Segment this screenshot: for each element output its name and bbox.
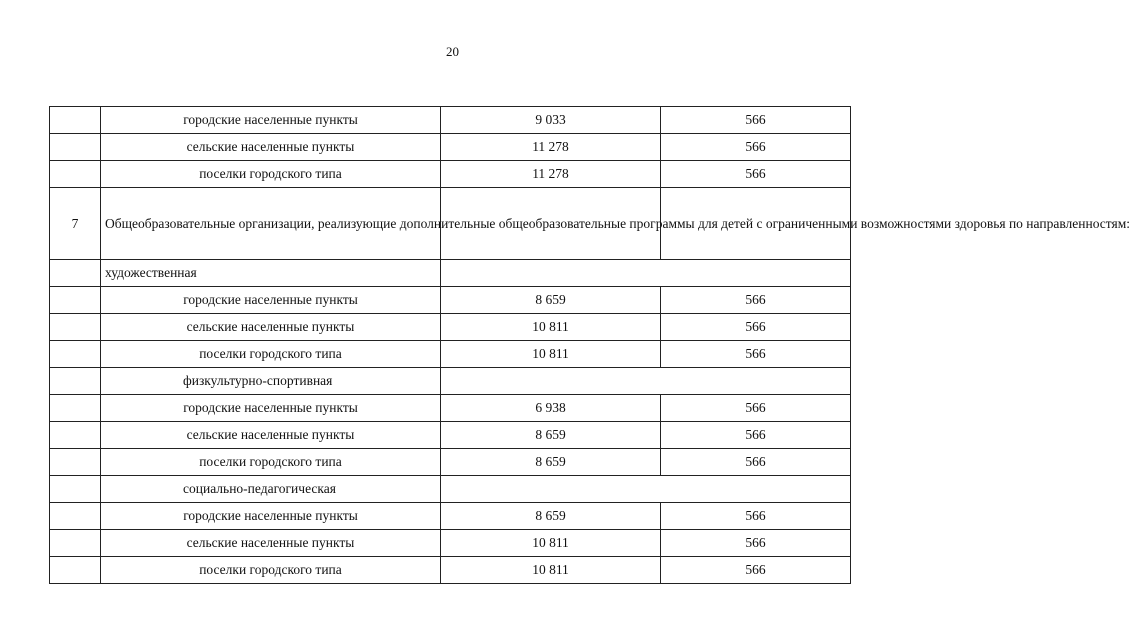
page-number: 20 — [446, 44, 459, 59]
locality-cell: поселки городского типа — [101, 557, 441, 584]
category-row — [50, 476, 851, 503]
table-row — [50, 134, 851, 161]
table-row — [50, 314, 851, 341]
row-number-cell — [50, 395, 101, 422]
category-empty-cell — [441, 260, 851, 287]
value-cell: 11 278 — [441, 161, 661, 188]
row-number-cell — [50, 260, 101, 287]
value-cell: 566 — [661, 134, 851, 161]
value-cell: 8 659 — [441, 422, 661, 449]
locality-cell: городские населенные пункты — [101, 107, 441, 134]
value-cell: 566 — [661, 341, 851, 368]
category-row — [50, 260, 851, 287]
value-cell: 8 659 — [441, 503, 661, 530]
locality-cell: поселки городского типа — [101, 161, 441, 188]
value-cell: 9 033 — [441, 107, 661, 134]
tariff-table — [49, 106, 1130, 584]
category-row — [50, 368, 851, 395]
table-row — [50, 287, 851, 314]
value-cell: 8 659 — [441, 449, 661, 476]
row-number-cell — [50, 530, 101, 557]
section-description: Общеобразовательные организации, реализующие дополнительные общеобразовательные программы для детей с ограниченными возможностями здоровья по направленностям: — [101, 188, 441, 260]
value-cell: 10 811 — [441, 530, 661, 557]
row-number-cell — [50, 161, 101, 188]
row-number-cell — [50, 503, 101, 530]
value-cell: 566 — [661, 314, 851, 341]
category-name: физкультурно-спортивная — [101, 368, 441, 395]
row-number-cell: 7 — [50, 188, 101, 260]
row-number-cell — [50, 341, 101, 368]
locality-cell: поселки городского типа — [101, 449, 441, 476]
value-cell: 566 — [661, 395, 851, 422]
value-cell: 566 — [661, 530, 851, 557]
table-row — [50, 530, 851, 557]
locality-cell: сельские населенные пункты — [101, 314, 441, 341]
row-number-cell — [50, 314, 101, 341]
row-number-cell — [50, 557, 101, 584]
table-row — [50, 449, 851, 476]
value-cell: 566 — [661, 422, 851, 449]
value-cell: 10 811 — [441, 557, 661, 584]
row-number-cell — [50, 449, 101, 476]
table-row — [50, 422, 851, 449]
value-cell: 6 938 — [441, 395, 661, 422]
value-cell: 8 659 — [441, 287, 661, 314]
row-number-cell — [50, 422, 101, 449]
category-empty-cell — [441, 368, 851, 395]
locality-cell: сельские населенные пункты — [101, 422, 441, 449]
locality-cell: поселки городского типа — [101, 341, 441, 368]
value-cell: 10 811 — [441, 314, 661, 341]
row-number-cell — [50, 134, 101, 161]
row-number-cell — [50, 368, 101, 395]
category-name: социально-педагогическая — [101, 476, 441, 503]
value-cell: 11 278 — [441, 134, 661, 161]
locality-cell: городские населенные пункты — [101, 503, 441, 530]
table-row — [50, 395, 851, 422]
value-cell: 566 — [661, 161, 851, 188]
locality-cell: сельские населенные пункты — [101, 134, 441, 161]
value-cell: 566 — [661, 107, 851, 134]
table-row — [50, 557, 851, 584]
row-number-cell — [50, 287, 101, 314]
value-cell: 566 — [661, 287, 851, 314]
table-row — [50, 107, 851, 134]
category-empty-cell — [441, 476, 851, 503]
category-name: художественная — [101, 260, 441, 287]
row-number-cell — [50, 107, 101, 134]
row-number-cell — [50, 476, 101, 503]
table-row — [50, 341, 851, 368]
table-row — [50, 503, 851, 530]
table-row — [50, 161, 851, 188]
locality-cell: городские населенные пункты — [101, 395, 441, 422]
value-cell: 566 — [661, 503, 851, 530]
section-header-row — [50, 188, 851, 260]
value-cell: 566 — [661, 449, 851, 476]
value-cell: 10 811 — [441, 341, 661, 368]
value-cell: 566 — [661, 557, 851, 584]
locality-cell: сельские населенные пункты — [101, 530, 441, 557]
locality-cell: городские населенные пункты — [101, 287, 441, 314]
